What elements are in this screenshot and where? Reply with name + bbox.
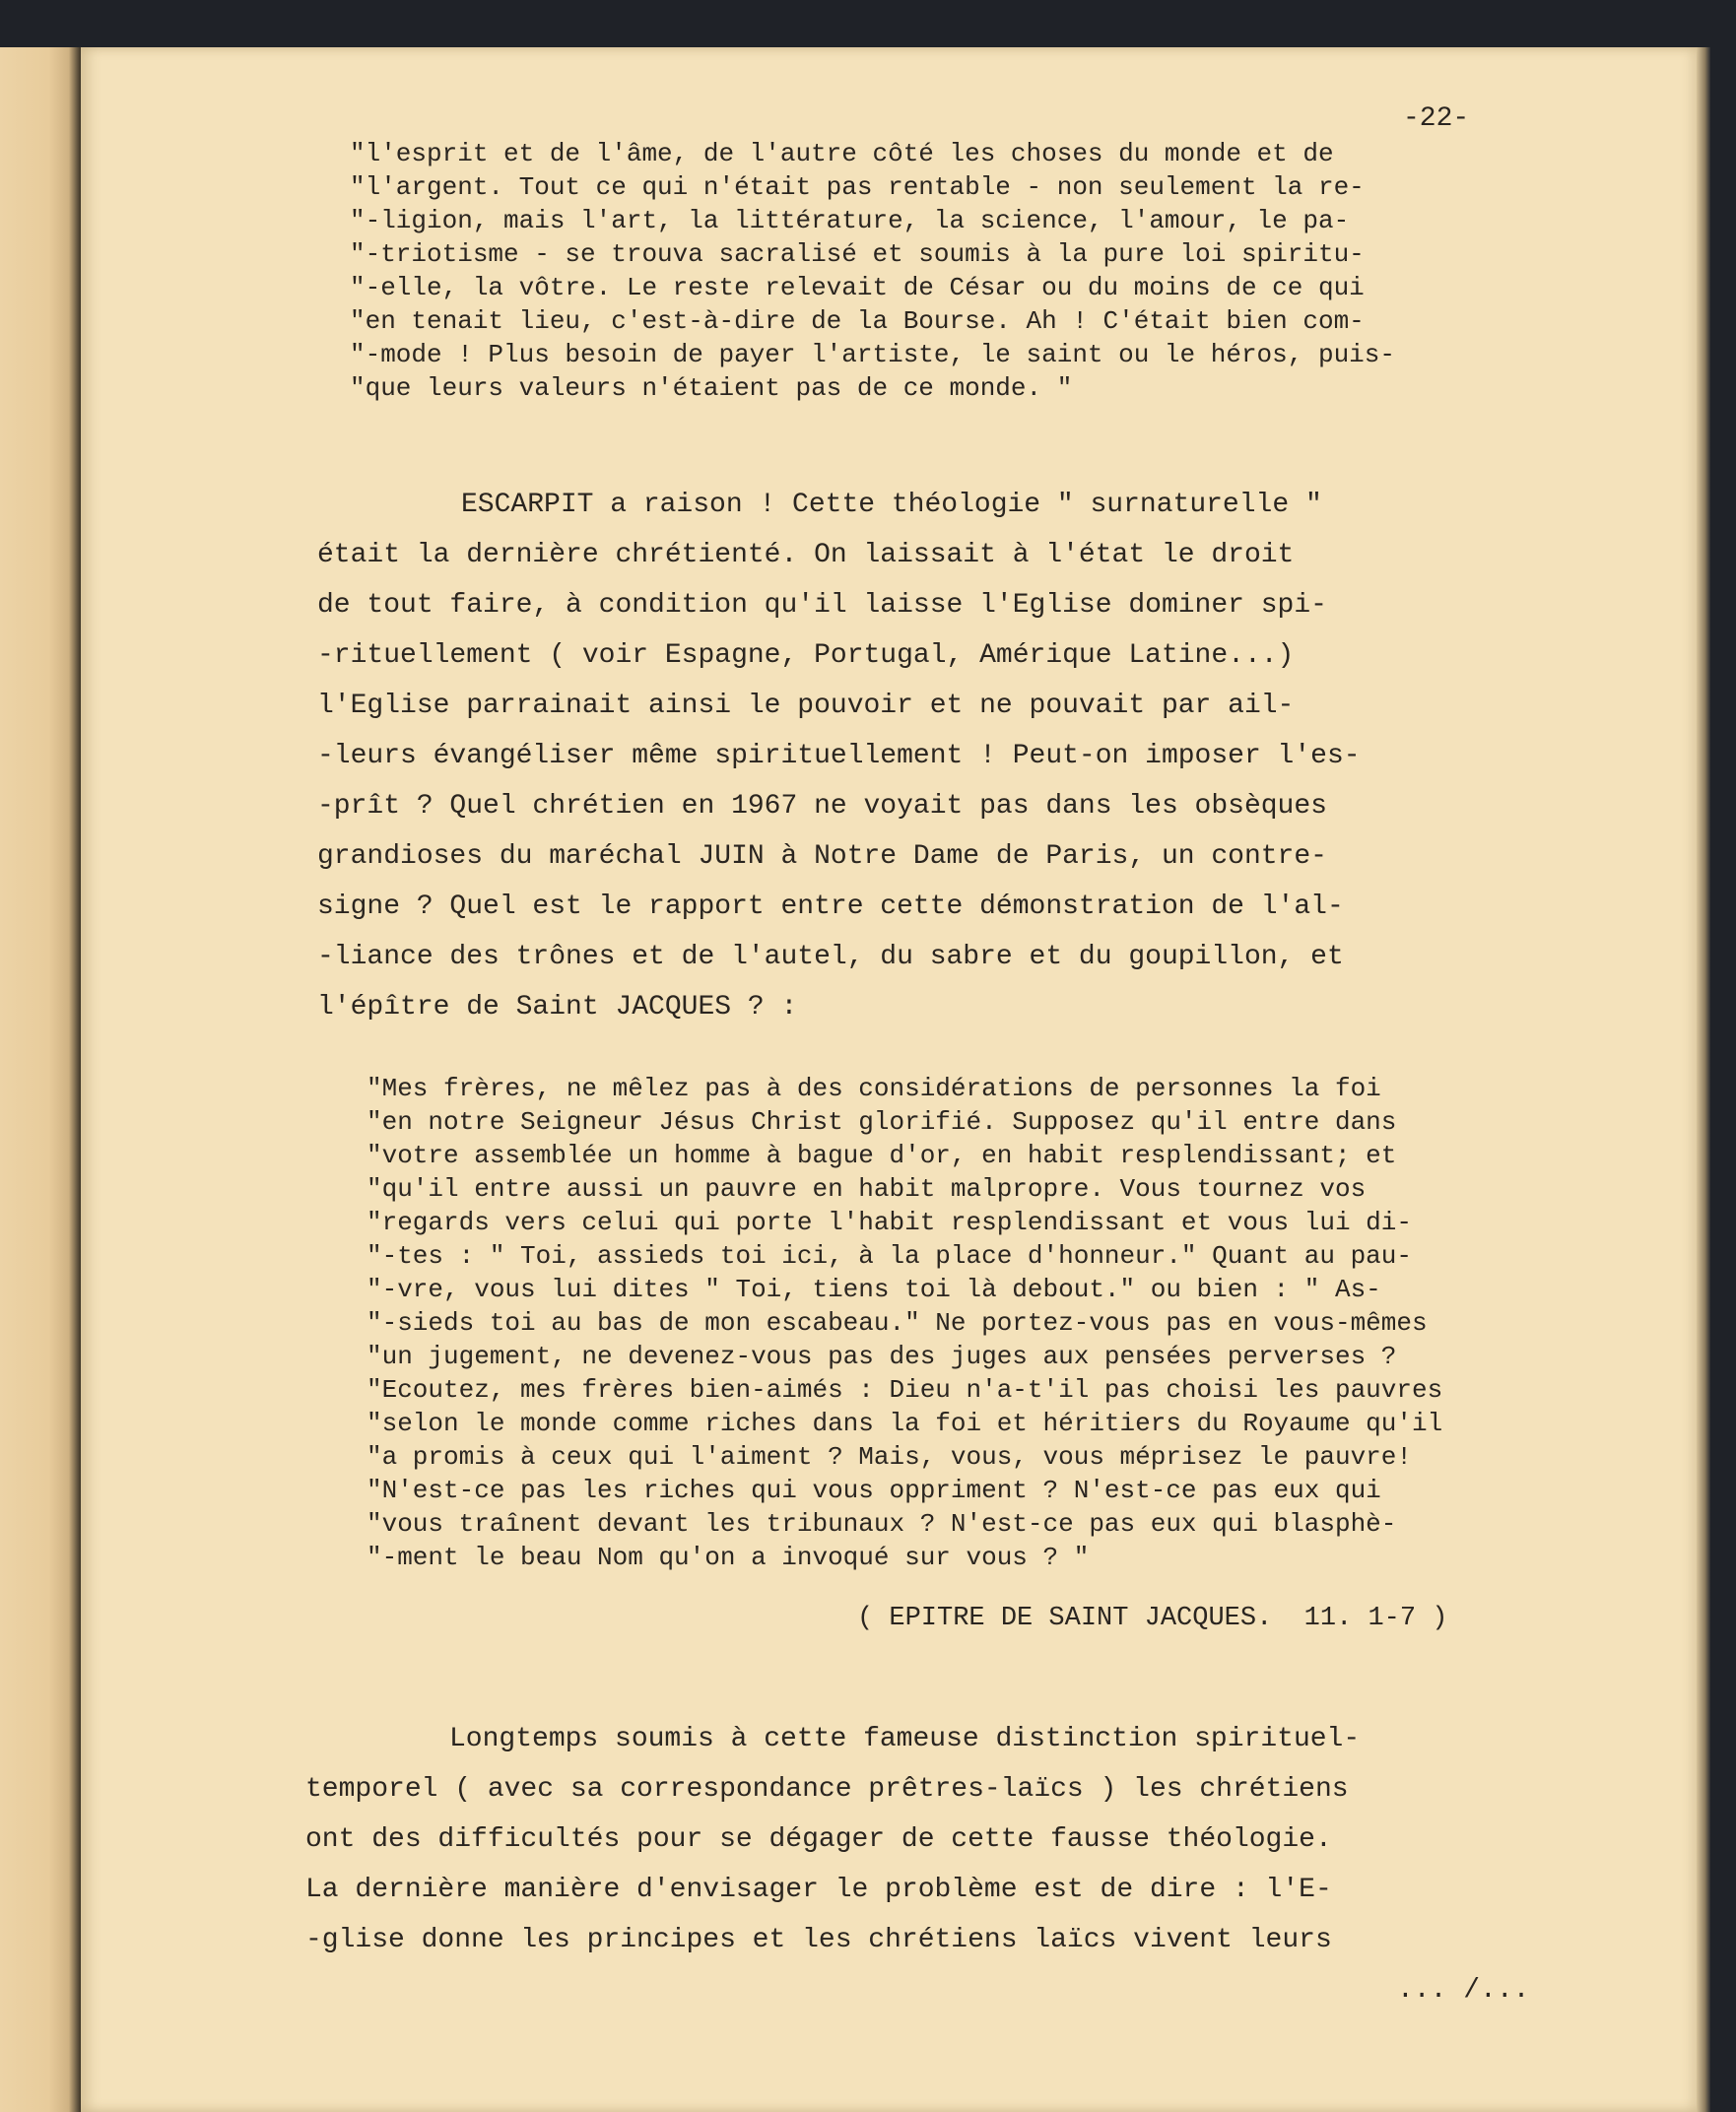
opening-quote-line: "l'argent. Tout ce qui n'était pas rentable - non seulement la re- [350,172,1365,202]
epitre-quote-line: "en notre Seigneur Jésus Christ glorifié. Supposez qu'il entre dans [367,1107,1397,1137]
epitre-quote-line: "-ment le beau Nom qu'on a invoqué sur vous ? " [367,1543,1090,1572]
epitre-quote-line: "-sieds toi au bas de mon escabeau." Ne portez-vous pas en vous-mêmes [367,1308,1428,1338]
escarpit-paragraph-line: était la dernière chrétienté. On laissait à l'état le droit [317,540,1295,570]
opening-quote-line: "-ligion, mais l'art, la littérature, la science, l'amour, le pa- [350,206,1350,235]
escarpit-paragraph-line: l'Eglise parrainait ainsi le pouvoir et ne pouvait par ail- [317,691,1295,721]
epitre-quote-line: "a promis à ceux qui l'aiment ? Mais, vous, vous méprisez le pauvre! [367,1442,1412,1472]
escarpit-paragraph-line: -liance des trônes et de l'autel, du sabre et du goupillon, et [317,942,1344,972]
epitre-quote-line: "qu'il entre aussi un pauvre en habit malpropre. Vous tournez vos [367,1174,1367,1204]
epitre-quote-line: "un jugement, ne devenez-vous pas des juges aux pensées perverses ? [367,1342,1397,1371]
epitre-quote-line: "N'est-ce pas les riches qui vous oppriment ? N'est-ce pas eux qui [367,1476,1381,1505]
opening-quote-line: "-triotisme - se trouva sacralisé et soumis à la pure loi spiritu- [350,239,1365,269]
epitre-quote-line: "Ecoutez, mes frères bien-aimés : Dieu n'a-t'il pas choisi les pauvres [367,1375,1443,1405]
escarpit-paragraph-line: -rituellement ( voir Espagne, Portugal, Amérique Latine...) [317,640,1295,671]
longtemps-paragraph-line: -glise donne les principes et les chrétiens laïcs vivent leurs [305,1925,1332,1955]
longtemps-paragraph-line: temporel ( avec sa correspondance prêtres-laïcs ) les chrétiens [305,1774,1349,1805]
opening-quote-line: "-mode ! Plus besoin de payer l'artiste, le saint ou le héros, puis- [350,340,1395,369]
escarpit-paragraph-line: signe ? Quel est le rapport entre cette démonstration de l'al- [317,891,1344,922]
epitre-quote-line: "votre assemblée un homme à bague d'or, en habit resplendissant; et [367,1141,1397,1170]
epitre-quote-line: "regards vers celui qui porte l'habit resplendissant et vous lui di- [367,1208,1412,1237]
opening-quote-line: "-elle, la vôtre. Le reste relevait de César ou du moins de ce qui [350,273,1365,302]
longtemps-paragraph-line: La dernière manière d'envisager le problème est de dire : l'E- [305,1875,1332,1905]
longtemps-paragraph-line: Longtemps soumis à cette fameuse distinction spirituel- [449,1724,1361,1754]
epitre-citation: ( EPITRE DE SAINT JACQUES. 11. 1-7 ) [857,1604,1448,1633]
previous-page-edge [0,47,81,2112]
page-right-edge [1697,47,1710,2112]
epitre-quote-line: "vous traînent devant les tribunaux ? N'est-ce pas eux qui blasphè- [367,1509,1397,1539]
opening-quote-line: "l'esprit et de l'âme, de l'autre côté les choses du monde et de [350,139,1334,168]
opening-quote-line: "que leurs valeurs n'étaient pas de ce monde. " [350,373,1073,403]
page-number: -22- [1403,103,1470,134]
continuation-mark: ... /... [1397,1975,1530,2006]
escarpit-paragraph-line: de tout faire, à condition qu'il laisse l'Eglise dominer spi- [317,590,1327,621]
escarpit-paragraph-line: ESCARPIT a raison ! Cette théologie " surnaturelle " [461,490,1322,520]
epitre-quote-line: "-tes : " Toi, assieds toi ici, à la place d'honneur." Quant au pau- [367,1241,1412,1271]
escarpit-paragraph-line: -prît ? Quel chrétien en 1967 ne voyait pas dans les obsèques [317,791,1327,822]
epitre-quote-line: "-vre, vous lui dites " Toi, tiens toi là debout." ou bien : " As- [367,1275,1381,1304]
epitre-quote-line: "selon le monde comme riches dans la foi et héritiers du Royaume qu'il [367,1409,1443,1438]
epitre-quote-line: "Mes frères, ne mêlez pas à des considérations de personnes la foi [367,1074,1381,1103]
opening-quote-line: "en tenait lieu, c'est-à-dire de la Bourse. Ah ! C'était bien com- [350,306,1365,336]
escarpit-paragraph-line: grandioses du maréchal JUIN à Notre Dame de Paris, un contre- [317,841,1327,872]
longtemps-paragraph-line: ont des difficultés pour se dégager de cette fausse théologie. [305,1824,1332,1855]
escarpit-paragraph-line: -leurs évangéliser même spirituellement ! Peut-on imposer l'es- [317,741,1361,771]
escarpit-paragraph-line: l'épître de Saint JACQUES ? : [317,992,798,1023]
